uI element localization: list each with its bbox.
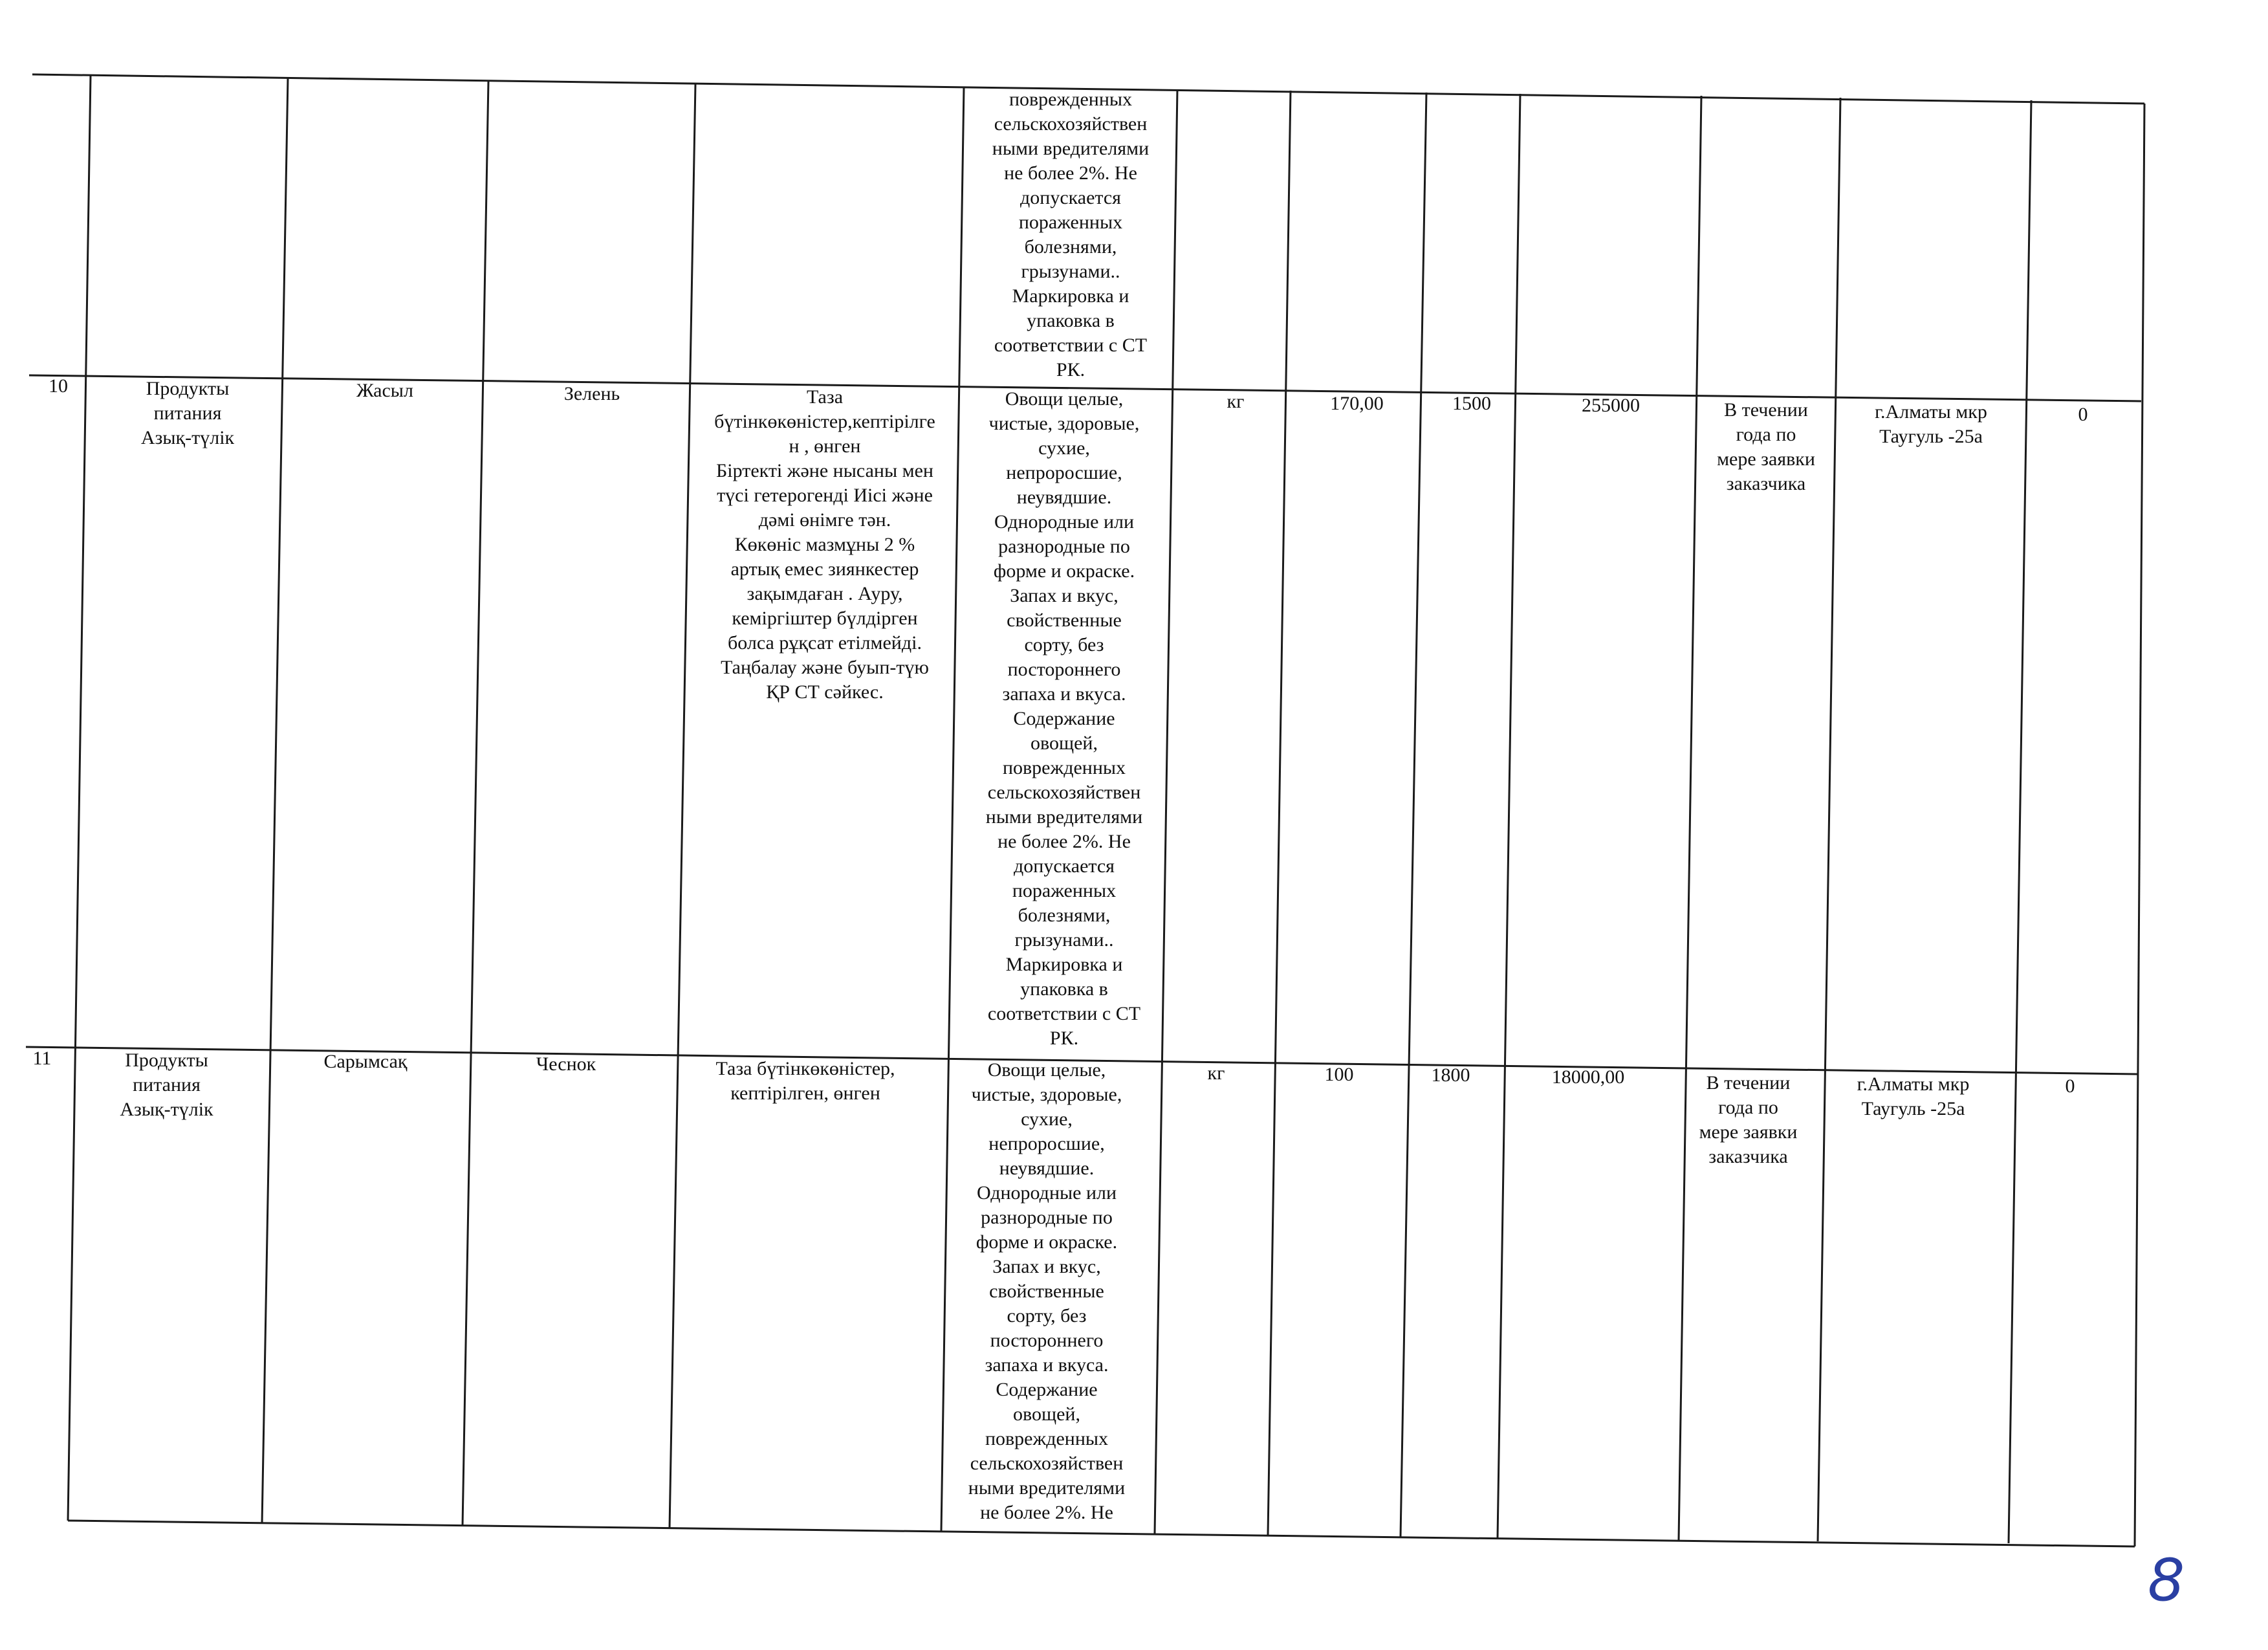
name-kz-cell: Жасыл	[356, 380, 413, 401]
spec-ru-cell: Овощи целые, чистые, здоровые, сухие, непроросшие, неувядшие. Однородные или разнородные по форме и окраске. Запах и вкус, свойственные сорту, без постороннего запаха и вкуса. Содержание овощей, поврежденных сельскохозяйствен ными вредителями не более 2%. Не допускается пораженных болезнями, грызунами.. Маркировка и упаковка в соответствии с СТ РК.	[985, 388, 1143, 1049]
category-cell: Продукты питания Азық-түлік	[140, 378, 235, 448]
place-cell: г.Алматы мкр Таугуль -25а	[1857, 1073, 1970, 1119]
row-number: 11	[32, 1048, 52, 1069]
category-cell: Продукты питания Азық-түлік	[120, 1050, 213, 1120]
quantity-cell: 100	[1324, 1064, 1354, 1085]
quantity-cell: 170,00	[1330, 393, 1384, 414]
name-ru-cell: Зелень	[563, 383, 620, 404]
place-cell: г.Алматы мкр Таугуль -25а	[1875, 401, 1987, 447]
sum-cell: 255000	[1582, 395, 1640, 416]
advance-cell: 0	[2078, 404, 2088, 425]
sum-cell: 18000,00	[1551, 1066, 1625, 1088]
price-cell: 1500	[1452, 393, 1491, 414]
advance-cell: 0	[2065, 1075, 2075, 1097]
price-cell: 1800	[1431, 1064, 1470, 1086]
unit-cell: кг	[1207, 1062, 1225, 1084]
spec-ru-cell: Овощи целые, чистые, здоровые, сухие, непроросшие, неувядшие. Однородные или разнородные по форме и окраске. Запах и вкус, свойственные сорту, без постороннего запаха и вкуса. Содержание овощей, поврежденных сельскохозяйствен ными вредителями не более 2%. Не	[968, 1059, 1126, 1523]
row-number: 10	[49, 375, 68, 397]
spec-continuation-text: поврежденных сельскохозяйствен ными вредителями не более 2%. Не допускается пораженных болезнями, грызунами.. Маркировка и упаковка в соответствии с СТ РК.	[992, 89, 1150, 380]
term-cell: В течении года по мере заявки заказчика	[1717, 399, 1815, 494]
unit-cell: кг	[1227, 391, 1245, 412]
name-kz-cell: Сарымсақ	[323, 1051, 408, 1072]
name-ru-cell: Чеснок	[536, 1053, 596, 1075]
term-cell: В течении года по мере заявки заказчика	[1699, 1072, 1798, 1167]
spec-kz-cell: Таза бүтінкөкөністер,кептірілге н , өнген Біртекті және нысаны мен түсі гетерогенді Иісі және дәмі өнімге тән. Көкөніс мазмұны 2 % артық емес зиянкестер зақымдаған . Ауру, кеміргіштер бүлдірген болса рұқсат етілмейді. Таңбалау және буып-түю ҚР СТ сәйкес.	[714, 386, 935, 703]
page-number: 8	[2148, 1546, 2185, 1614]
spec-kz-cell: Таза бүтінкөкөністер, кептірілген, өнген	[715, 1058, 895, 1104]
